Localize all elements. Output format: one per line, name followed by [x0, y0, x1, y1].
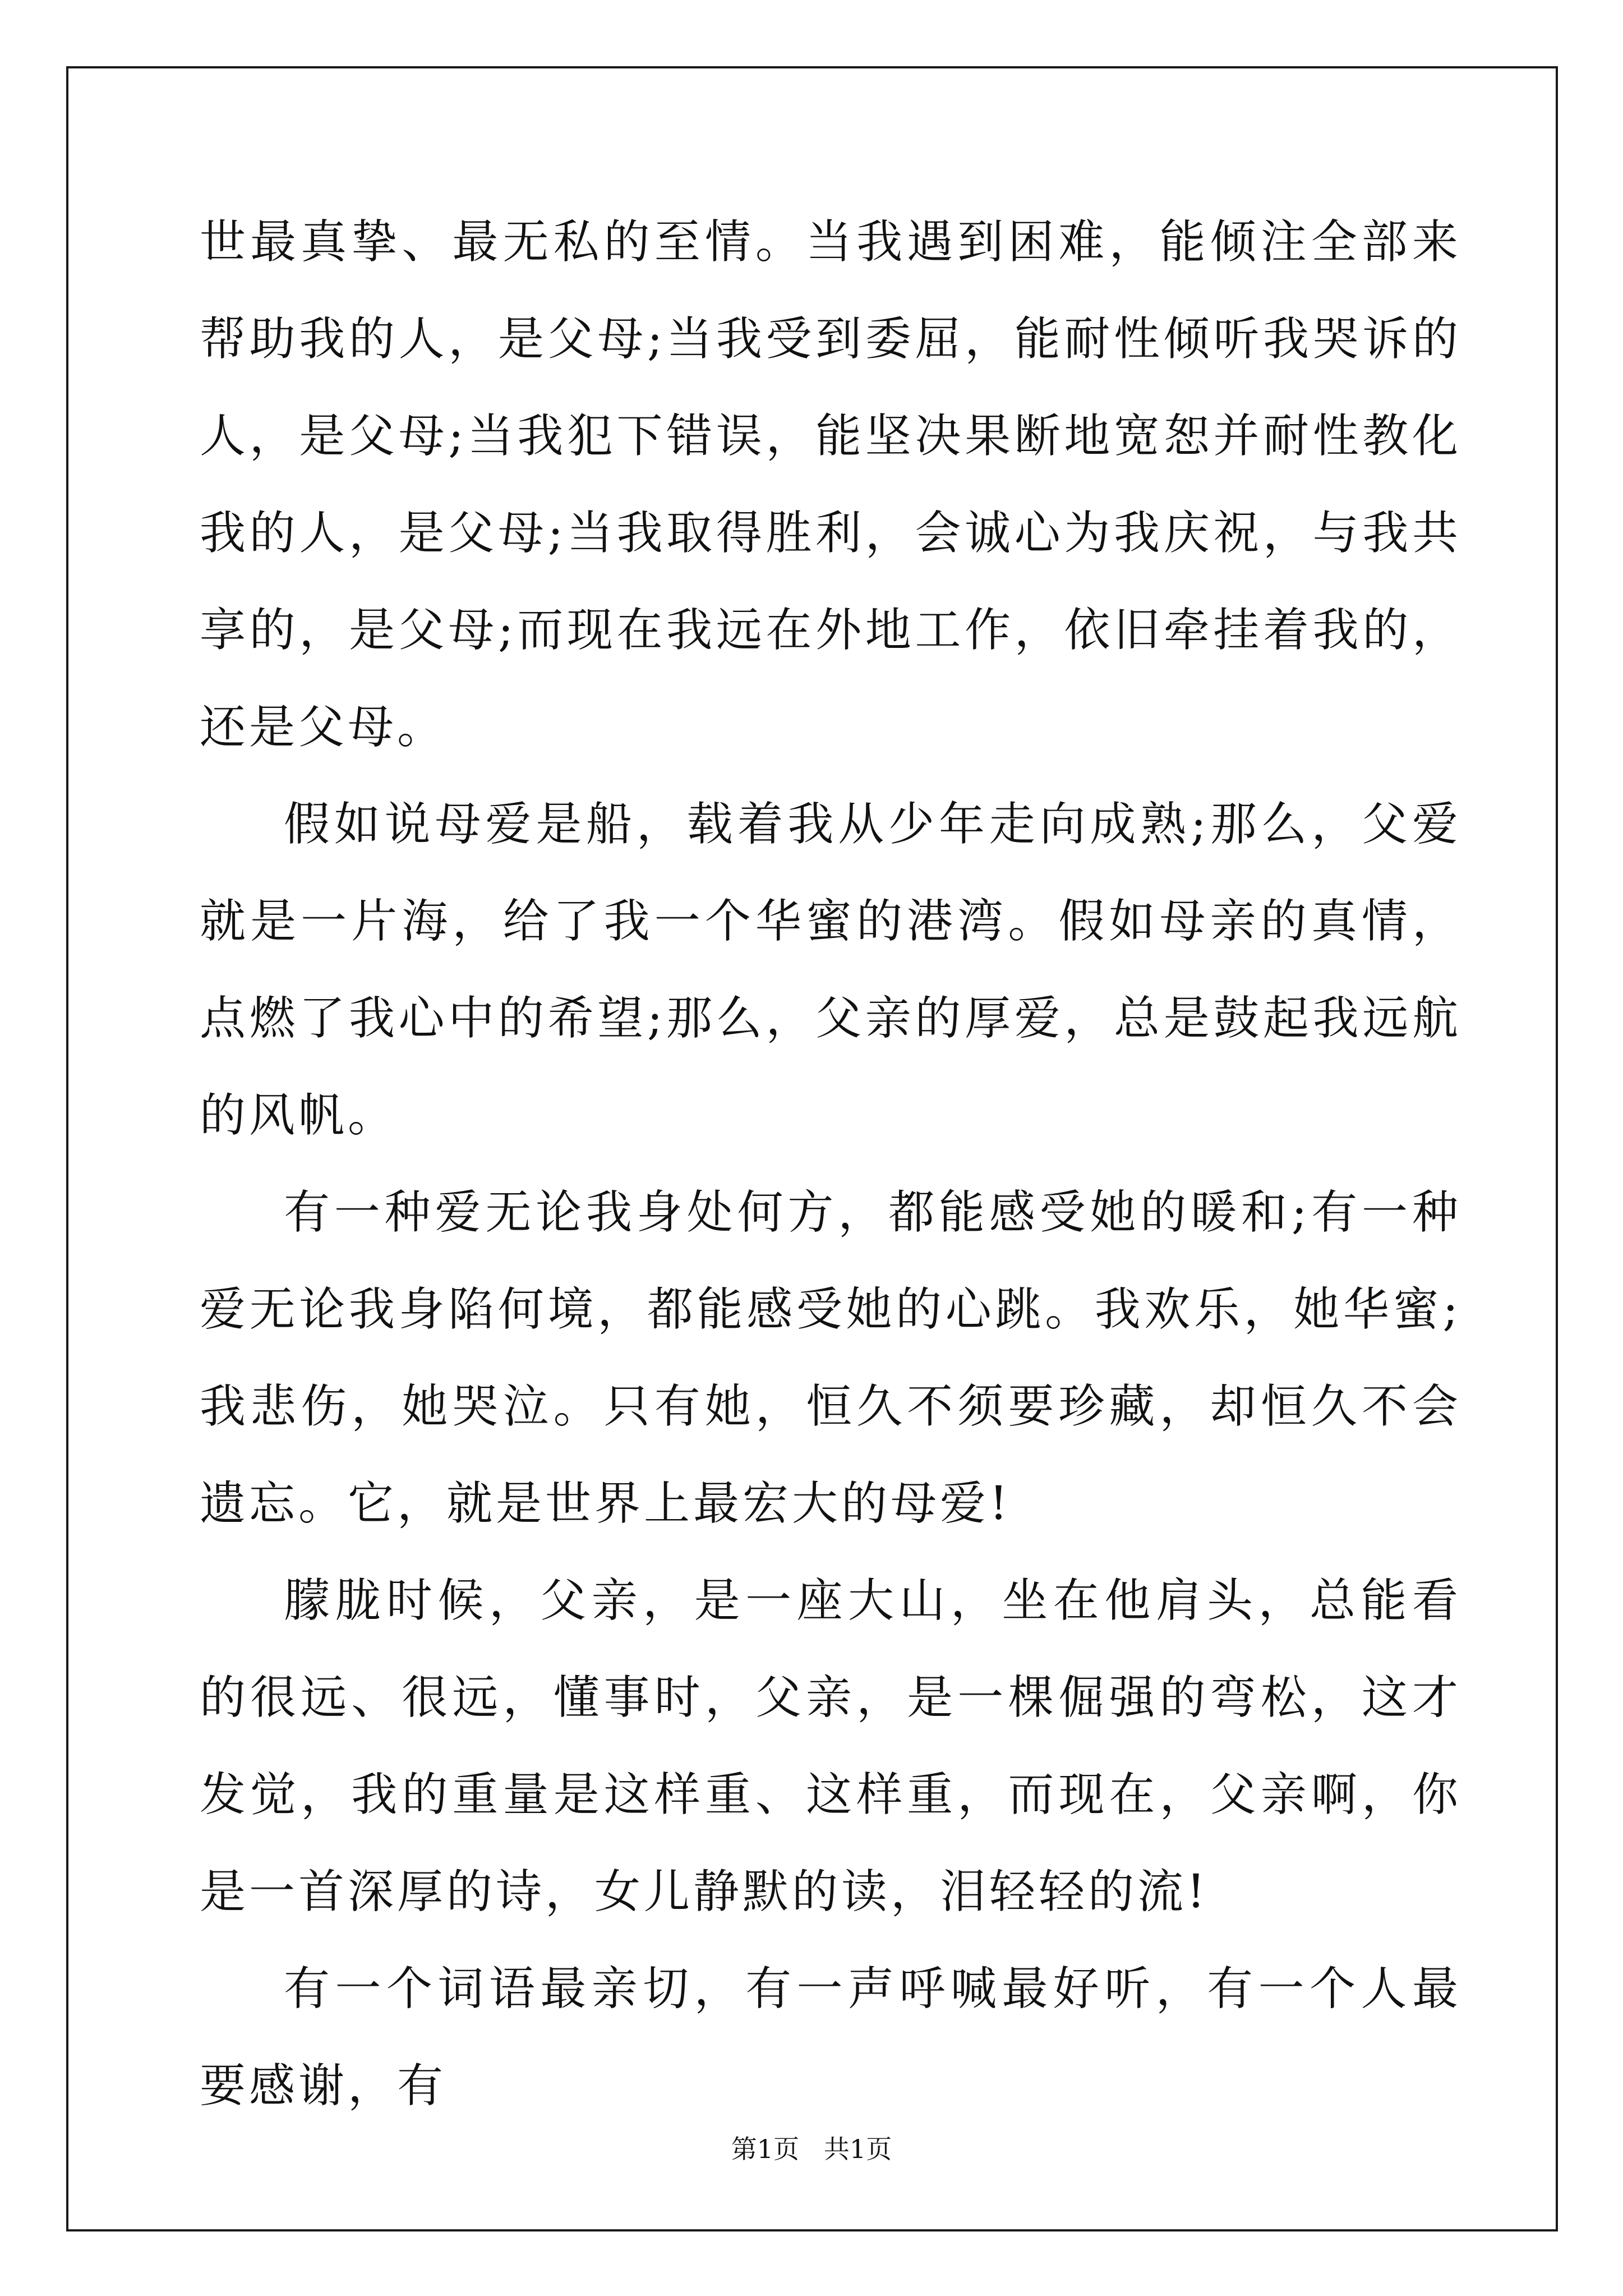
paragraph-3: 有一种爱无论我身处何方，都能感受她的暖和;有一种爱无论我身陷何境，都能感受她的心跳。我欢乐，她华蜜;我悲伤，她哭泣。只有她，恒久不须要珍藏，却恒久不会遗忘。它，就是世界上最宏大的母爱!: [200, 1186, 1461, 1530]
page-footer: 第1页 共1页: [731, 2134, 892, 2164]
document-body: [200, 194, 1461, 2134]
paragraph-4: 朦胧时候，父亲，是一座大山，坐在他肩头，总能看的很远、很远，懂事时，父亲，是一棵倔强的弯松，这才发觉，我的重量是这样重、这样重，而现在，父亲啊，你是一首深厚的诗，女儿静默的读，泪轻轻的流!: [200, 1574, 1461, 1918]
paragraph-5: 有一个词语最亲切，有一声呼喊最好听，有一个人最要感谢，有: [200, 1962, 1461, 2113]
paragraph-1: 世最真挚、最无私的至情。当我遇到困难，能倾注全部来帮助我的人，是父母;当我受到委屈，能耐性倾听我哭诉的人，是父母;当我犯下错误，能坚决果断地宽恕并耐性教化我的人，是父母;当我取得胜利，会诚心为我庆祝，与我共享的，是父母;而现在我远在外地工作，依旧牵挂着我的，还是父母。: [200, 215, 1461, 754]
paragraph-2: 假如说母爱是船，载着我从少年走向成熟;那么，父爱就是一片海，给了我一个华蜜的港湾。假如母亲的真情，点燃了我心中的希望;那么，父亲的厚爱，总是鼓起我远航的风帆。: [200, 798, 1461, 1142]
